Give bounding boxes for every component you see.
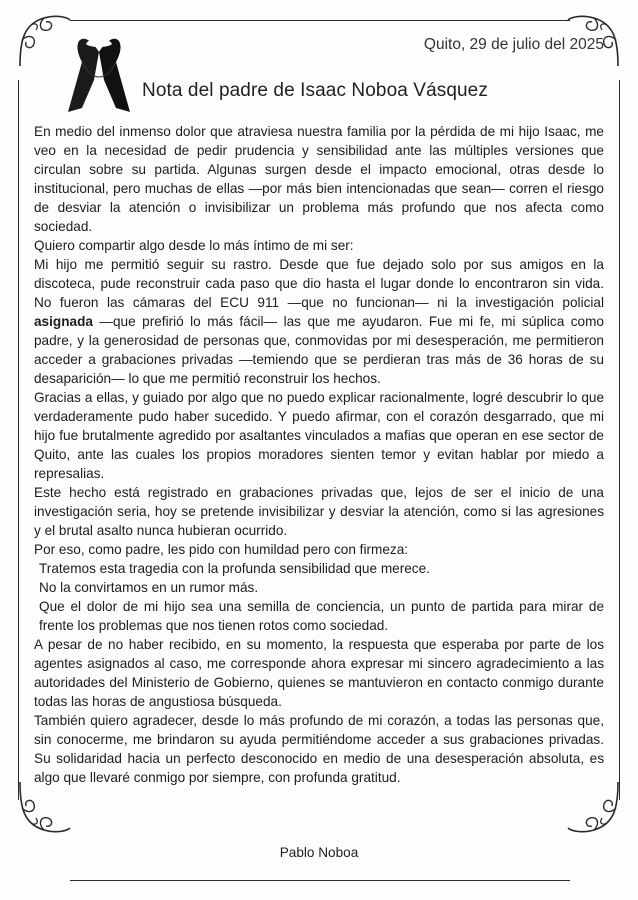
paragraph: Gracias a ellas, y guiado por algo que no puedo explicar racionalmente, logré descubrir lo que verdaderamente pudo haber sucedido. Y puedo afirmar, con el corazón desgarrado, que mi hijo fue brutalmente agredido por asaltantes vinculados a mafias que operan en ese sector de Quito, ante las cuales los propios moradores sienten temor y evitan hablar por miedo a represalias. — [34, 390, 604, 481]
paragraph: A pesar de no haber recibido, en su momento, la respuesta que esperaba por parte de los agentes asignados al caso, me corresponde ahora expresar mi sincero agradecimiento a las autoridades del Ministerio de Gobierno, quienes se mantuvieron en contacto conmigo durante todas las horas de angustiosa búsqueda. — [34, 637, 604, 709]
paragraph — [34, 255, 604, 388]
frame-left-line — [18, 80, 19, 800]
paragraph: Quiero compartir algo desde lo más íntimo de mi ser: — [34, 238, 354, 253]
paragraph: En medio del inmenso dolor que atraviesa nuestra familia por la pérdida de mi hijo Isaac, me veo en la necesidad de pedir prudencia y sensibilidad ante las múltiples versiones que circulan sobre su partida. Algunas surgen desde el impacto emocional, otras desde lo institucional, pero muchas de ellas —por más bien intencionadas que sean— corren el riesgo de desviar la atención o invisibilizar un problema más profundo que nos afecta como sociedad. — [34, 124, 604, 234]
frame-right-line — [619, 80, 620, 800]
paragraph: También quiero agradecer, desde lo más profundo de mi corazón, a todas las personas que, sin conocerme, me brindaron su ayuda permitiéndome acceder a sus grabaciones privadas. Su solidaridad hacia un perfecto desconocido en medio de una desesperación absoluta, es algo que llevaré conmigo por siempre, con profunda gratitud. — [34, 713, 604, 785]
letter-date: Quito, 29 de julio del 2025 — [423, 36, 604, 53]
paragraph-text: —que prefirió lo más fácil— las que me ayudaron. Fue mi fe, mi súplica como padre, y la generosidad de personas que, conmovidas por mi desesperación, me permitieron acceder a grabaciones privadas —temiendo que se perdieran tras más de 36 horas de su desaparición— lo que me permitió reconstruir los hechos. — [34, 314, 604, 386]
frame-bottom-line — [70, 880, 570, 881]
corner-ornament-bottom-right — [564, 778, 624, 838]
letter-title: Nota del padre de Isaac Noboa Vásquez — [142, 80, 488, 101]
paragraph: Este hecho está registrado en grabaciones privadas que, lejos de ser el inicio de una investigación seria, hoy se pretende invisibilizar y desviar la atención, como si las agresiones y el brutal asalto nunca hubieran ocurrido. — [34, 485, 604, 538]
letter-body — [34, 122, 604, 787]
emphasized-word: asignada — [34, 314, 93, 329]
mourning-ribbon-icon — [62, 22, 136, 118]
paragraph: Por eso, como padre, les pido con humildad pero con firmeza: — [34, 542, 409, 557]
frame-top-line — [70, 20, 570, 21]
signature: Pablo Noboa — [279, 845, 359, 860]
list-item: Tratemos esta tragedia con la profunda sensibilidad que merece. — [39, 561, 430, 576]
paragraph-text: Mi hijo me permitió seguir su rastro. Desde que fue dejado solo por sus amigos en la discoteca, pude reconstruir cada paso que dio hasta el lugar donde lo encontraron sin vida. No fueron las cámaras del ECU 911 —que no funcionan— ni la investigación policial — [34, 257, 604, 310]
corner-ornament-bottom-left — [14, 778, 74, 838]
list-item: Que el dolor de mi hijo sea una semilla de conciencia, un punto de partida para mirar de frente los problemas que nos tienen rotos como sociedad. — [39, 599, 604, 633]
list-item: No la convirtamos en un rumor más. — [39, 580, 259, 595]
request-list — [34, 559, 604, 635]
